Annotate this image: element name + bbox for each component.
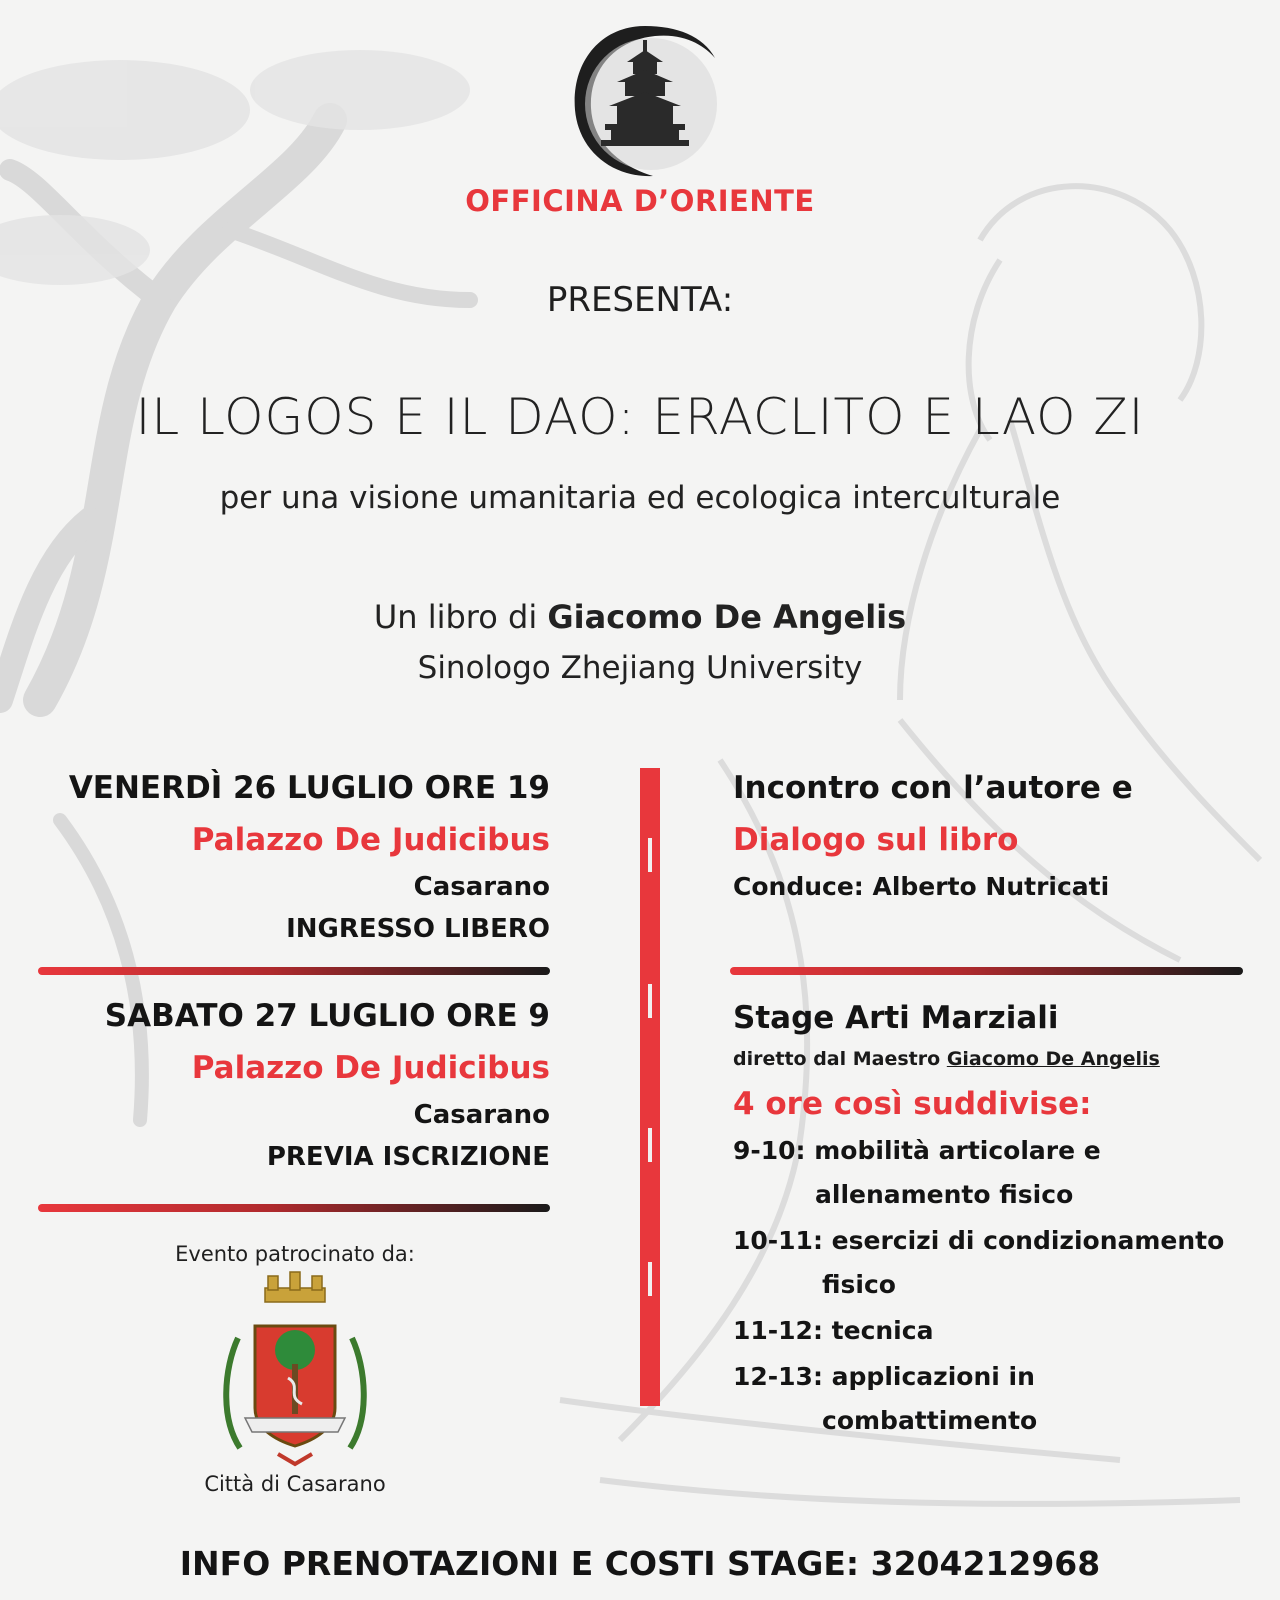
schedule-item-1: 9-10: mobilità articolare e [733,1136,1101,1165]
author-affiliation: Sinologo Zhejiang University [417,650,863,686]
event1-venue: Palazzo De Judicibus [191,822,550,858]
author-name: Giacomo De Angelis [547,598,907,636]
book-subtitle: per una visione umanitaria ed ecologica interculturale [219,480,1061,516]
book-author-line [140,598,1140,636]
event2-director [733,1048,1263,1070]
event1-date: VENERDÌ 26 LUGLIO ORE 19 [68,770,550,806]
pagoda-logo [565,18,725,183]
author-prefix: Un libro di [373,598,538,636]
event2-date: SABATO 27 LUGLIO ORE 9 [104,998,550,1034]
schedule-item-1-cont: allenamento fisico [815,1180,1074,1209]
book-title: IL LOGOS E IL DAO: ERACLITO E LAO ZI [135,388,1145,446]
event1-divider [38,967,550,975]
schedule-item-3: 11-12: tecnica [733,1316,934,1345]
event1-host: Conduce: Alberto Nutricati [733,872,1110,901]
event2-venue: Palazzo De Judicibus [191,1050,550,1086]
event2-highlight: 4 ore così suddivise: [733,1086,1092,1122]
event1-heading: Incontro con l’autore e [733,770,1133,806]
divider-gap [648,838,652,872]
patronage-label: Evento patrocinato da: [175,1242,415,1266]
presenta-label: PRESENTA: [546,280,734,320]
event2-heading: Stage Arti Marziali [733,1000,1059,1036]
schedule-item-2-cont: fisico [822,1270,896,1299]
event1-highlight: Dialogo sul libro [733,822,1019,858]
divider-gap [648,1262,652,1296]
event2-divider [38,1204,550,1212]
schedule-item-4: 12-13: applicazioni in [733,1362,1035,1391]
divider-gap [648,984,652,1018]
divider-gap [648,1128,652,1162]
schedule-item-4-cont: combattimento [822,1406,1038,1435]
event2-city: Casarano [413,1100,550,1130]
event2-access: PREVIA ISCRIZIONE [266,1142,550,1172]
event1-right-divider [730,967,1243,975]
brand-name: OFFICINA D’ORIENTE [465,184,815,218]
patron-city: Città di Casarano [204,1472,386,1496]
casarano-coat-of-arms [220,1268,370,1468]
schedule-item-2: 10-11: esercizi di condizionamento [733,1226,1225,1255]
event1-access: INGRESSO LIBERO [286,914,550,944]
info-bookings: INFO PRENOTAZIONI E COSTI STAGE: 3204212968 [179,1544,1101,1583]
director-prefix: diretto dal Maestro [733,1048,941,1070]
director-name: Giacomo De Angelis [946,1048,1160,1070]
event1-city: Casarano [413,872,550,902]
